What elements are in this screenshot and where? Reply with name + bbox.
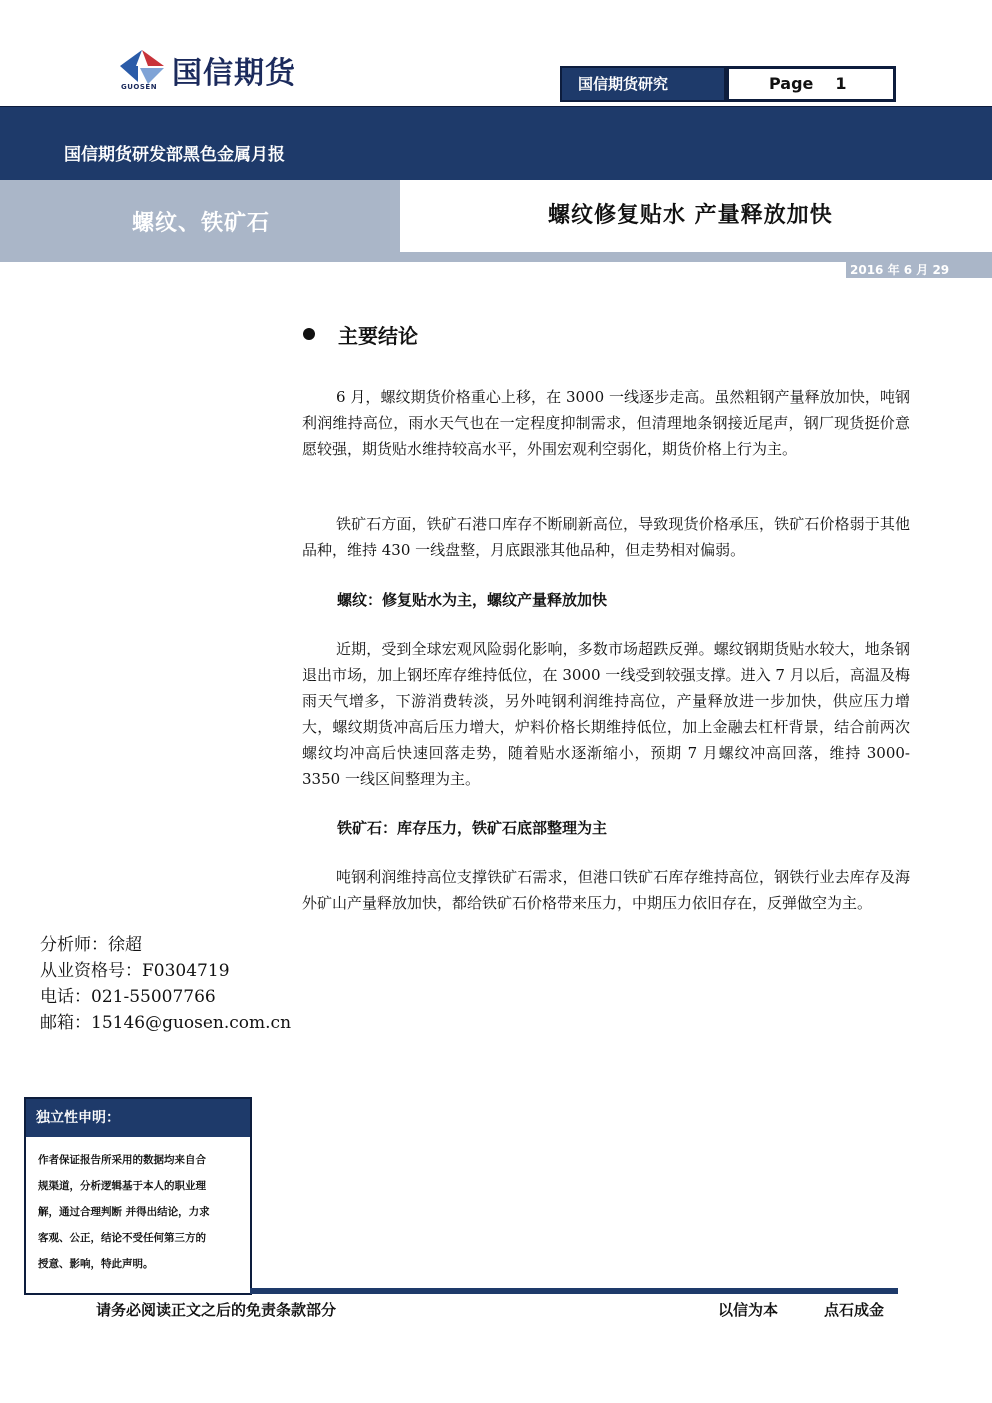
report-date: 2016 年 6 月 29 日 <box>846 262 992 278</box>
footer-motto-1: 以信为本 <box>718 1301 779 1319</box>
analyst-name: 分析师：徐超 <box>40 935 142 955</box>
footer-motto-2: 点石成金 <box>824 1301 885 1319</box>
bullet-icon <box>303 328 315 340</box>
independence-title: 独立性申明： <box>26 1099 250 1137</box>
paragraph-rebar-summary: 6 月，螺纹期货价格重心上移，在 3000 一线逐步走高。虽然粗钢产量释放加快，吨钢利润维持高位，雨水天气也在一定程度抑制需求，但清理地条钢接近尾声，钢厂现货挺价意愿较强，期货贴水维持较高水平，外围宏观利空弱化，期货价格上行为主。 <box>302 388 910 458</box>
subheading-iron-ore: 铁矿石：库存压力，铁矿石底部整理为主 <box>337 819 608 837</box>
headline: 螺纹修复贴水 产量释放加快 <box>548 202 833 228</box>
independence-statement <box>24 1097 252 1295</box>
footer-disclaimer: 请务必阅读正文之后的免责条款部分 <box>96 1301 337 1319</box>
products-title: 螺纹、铁矿石 <box>132 210 271 236</box>
company-logo <box>118 44 348 94</box>
research-label: 国信期货研究 <box>560 66 726 102</box>
report-name: 国信期货研发部黑色金属月报 <box>64 145 285 165</box>
page-indicator <box>726 66 896 102</box>
brand-sub: GUOSEN <box>121 83 158 91</box>
paragraph-rebar-detail: 近期，受到全球宏观风险弱化影响，多数市场超跌反弹。螺纹钢期货贴水较大，地条钢退出市场，加上钢坯库存维持低位，在 3000 一线受到较强支撑。进入 7 月以后，高温及梅雨天气增多，下游消费转淡，另外吨钢利润维持高位，产量释放进一步加快，供应压力增大，螺纹期货冲高后压力增大，炉料价格长期维持低位，加上金融去杠杆背景，结合前两次螺纹均冲高后快速回落走势，随着贴水逐渐缩小，预期 7 月螺纹冲高回落，维持 3000-3350 一线区间整理为主。 <box>302 640 910 788</box>
footer-rule <box>250 1288 898 1294</box>
section-heading: 主要结论 <box>338 324 418 348</box>
independence-body <box>26 1137 250 1277</box>
products-panel <box>0 180 400 252</box>
analyst-phone: 电话：021-55007766 <box>40 987 216 1007</box>
subheading-rebar: 螺纹：修复贴水为主，螺纹产量释放加快 <box>337 591 608 609</box>
title-band <box>0 180 992 262</box>
title-band-bar <box>0 252 992 262</box>
page-label: Page <box>769 74 814 93</box>
analyst-license: 从业资格号：F0304719 <box>40 961 230 981</box>
independence-line: 作者保证报告所采用的数据均来自合 <box>38 1154 206 1166</box>
independence-line: 解，通过合理判断 并得出结论，力求 <box>38 1206 210 1218</box>
independence-line: 客观、公正，结论不受任何第三方的 <box>38 1232 206 1244</box>
analyst-email: 邮箱：15146@guosen.com.cn <box>40 1013 292 1033</box>
report-banner <box>0 106 992 181</box>
analyst-info <box>40 932 291 1036</box>
independence-line: 授意、影响，特此声明。 <box>38 1258 154 1270</box>
page-number: 1 <box>835 74 847 93</box>
paragraph-iron-ore-detail: 吨钢利润维持高位支撑铁矿石需求，但港口铁矿石库存维持高位，钢铁行业去库存及海外矿山产量释放加快，都给铁矿石价格带来压力，中期压力依旧存在，反弹做空为主。 <box>302 868 910 912</box>
headline-panel <box>400 180 992 252</box>
brand-name: 国信期货 <box>172 56 296 91</box>
paragraph-iron-ore-summary: 铁矿石方面，铁矿石港口库存不断刷新高位，导致现货价格承压，铁矿石价格弱于其他品种，维持 430 一线盘整，月底跟涨其他品种，但走势相对偏弱。 <box>302 515 910 559</box>
independence-line: 规渠道，分析逻辑基于本人的职业理 <box>38 1180 206 1192</box>
